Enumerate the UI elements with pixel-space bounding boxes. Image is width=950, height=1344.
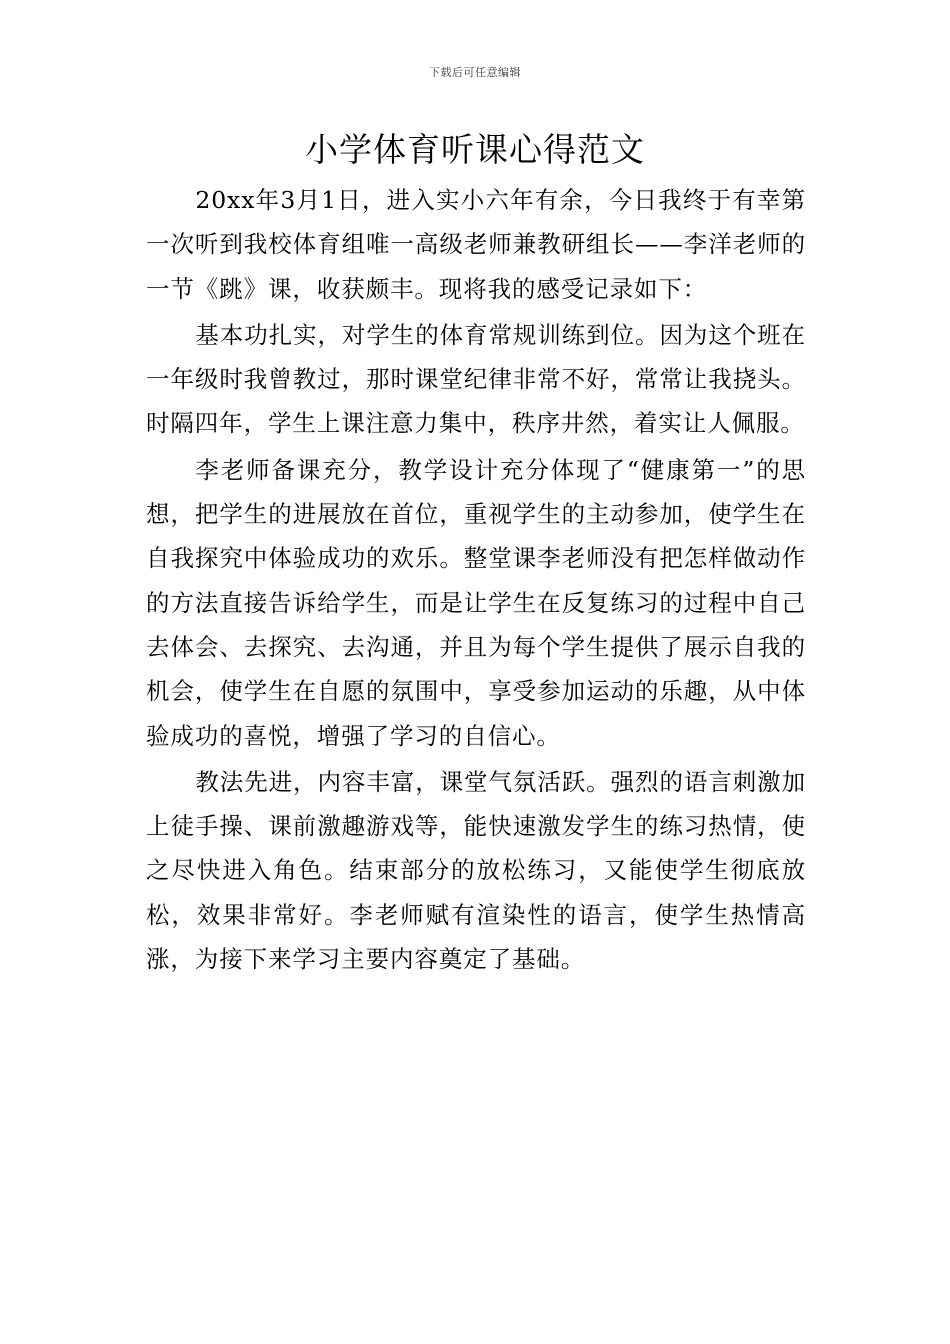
- document-title: 小学体育听课心得范文: [305, 130, 645, 169]
- paragraph: 教法先进，内容丰富，课堂气氛活跃。强烈的语言刺激加上徒手操、课前激趣游戏等，能快速激发学生的练习热情，使之尽快进入角色。结束部分的放松练习，又能使学生彻底放松，效果非常好。李老师赋有渲染性的语言，使学生热情高涨，为接下来学习主要内容奠定了基础。: [146, 767, 806, 974]
- header-note: 下载后可任意编辑: [429, 66, 521, 79]
- paragraph: 基本功扎实，对学生的体育常规训练到位。因为这个班在一年级时我曾教过，那时课堂纪律非常不好，常常让我挠头。时隔四年，学生上课注意力集中，秩序井然，着实让人佩服。: [146, 320, 806, 438]
- document-body: [146, 178, 806, 983]
- paragraph: 李老师备课充分，教学设计充分体现了“健康第一”的思想，把学生的进展放在首位，重视学生的主动参加，使学生在自我探究中体验成功的欢乐。整堂课李老师没有把怎样做动作的方法直接告诉给学生，而是让学生在反复练习的过程中自己去体会、去探究、去沟通，并且为每个学生提供了展示自我的机会，使学生在自愿的氛围中，享受参加运动的乐趣，从中体验成功的喜悦，增强了学习的自信心。: [146, 455, 806, 750]
- paragraph: 20xx年3月1日，进入实小六年有余，今日我终于有幸第一次听到我校体育组唯一高级老师兼教研组长——李洋老师的一节《跳》课，收获颇丰。现将我的感受记录如下：: [146, 186, 806, 303]
